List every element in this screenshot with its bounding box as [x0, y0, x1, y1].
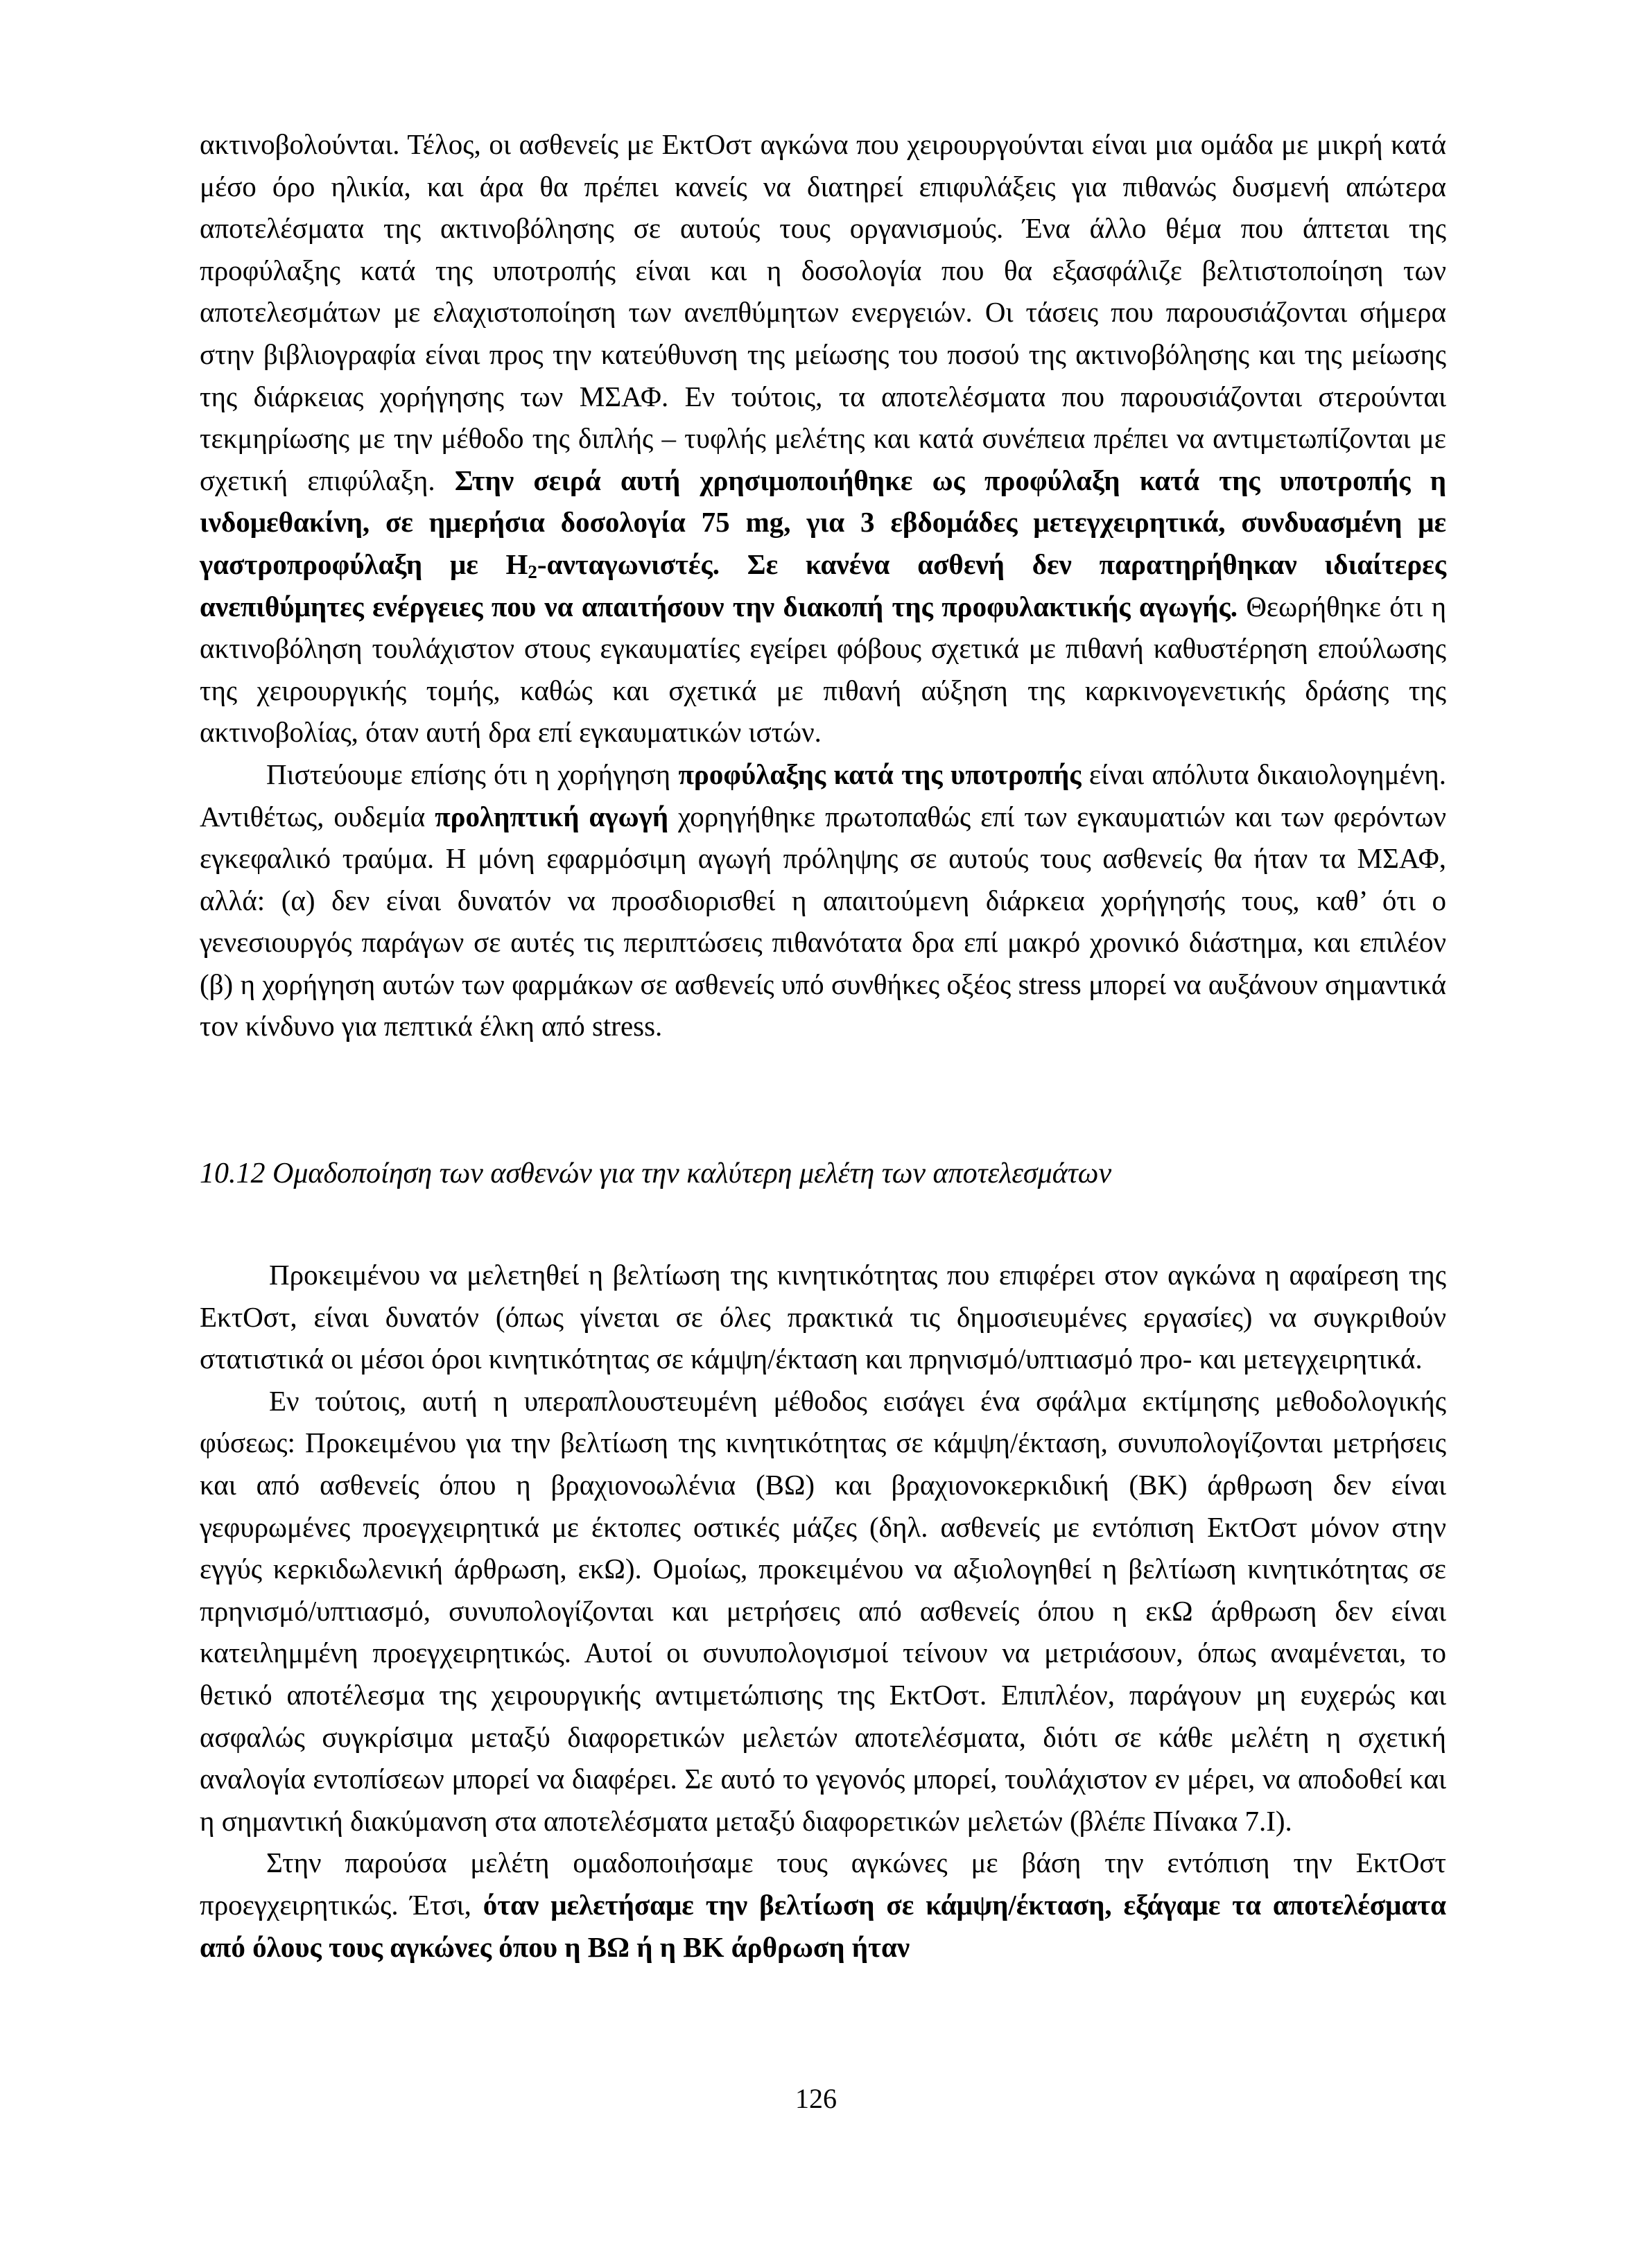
text-run: Στην παρούσα μελέτη ομαδοποιήσαμε τους αγκώνες με βάση την εντόπιση την ΕκτΟστ προεγχειρητικώς. Έτσι,	[200, 1847, 1446, 1921]
document-page	[200, 123, 1446, 1968]
text-run: ακτινοβολούνται. Τέλος, οι ασθενείς με ΕκτΟστ αγκώνα που χειρουργούνται είναι μια ομάδα με μικρή κατά μέσο όρο ηλικία, και άρα θα πρέπει κανείς να διατηρεί επιφυλάξεις για πιθανώς δυσμενή απώτερα αποτελέσματα της ακτινοβόλησης σε αυτούς τους οργανισμούς. Ένα άλλο θέμα που άπτεται της προφύλαξης κατά της υποτροπής είναι και η δοσολογία που θα εξασφάλιζε βελτιστοποίηση των αποτελεσμάτων με ελαχιστοποίηση των ανεπθύμητων ενεργειών. Οι τάσεις που παρουσιάζονται σήμερα στην βιβλιογραφία είναι προς την κατεύθυνση της μείωσης του ποσού της ακτινοβόλησης και της μείωσης της διάρκειας χορήγησης των ΜΣΑΦ. Εν τούτοις, τα αποτελέσματα που παρουσιάζονται στερούνται τεκμηρίωσης με την μέθοδο της διπλής – τυφλής μελέτης και κατά συνέπεια πρέπει να αντιμετωπίζονται με σχετική επιφύλαξη.	[200, 128, 1446, 496]
bold-text-run: -ανταγωνιστές. Σε κανένα ασθενή δεν παρατηρήθηκαν ιδιαίτερες ανεπιθύμητες ενέργειες που να απαιτήσουν την διακοπή της προφυλακτικής αγωγής.	[200, 548, 1446, 622]
text-run: Εν τούτοις, αυτή η υπεραπλουστευμένη μέθοδος εισάγει ένα σφάλμα εκτίμησης μεθοδολογικής φύσεως: Προκειμένου για την βελτίωση της κινητικότητας σε κάμψη/έκταση, συνυπολογίζονται μετρήσεις και από ασθενείς όπου η βραχιονοωλένια (ΒΩ) και βραχιονοκερκιδική (ΒΚ) άρθρωση δεν είναι γεφυρωμένες προεγχειρητικά με έκτοπες οστικές μάζες (δηλ. ασθενείς με εντόπιση ΕκτΟστ μόνον στην εγγύς κερκιδωλενική άρθρωση, εκΩ). Ομοίως, προκειμένου να αξιολογηθεί η βελτίωση κινητικότητας σε πρηνισμό/υπτιασμό, συνυπολογίζονται και μετρήσεις από ασθενείς όπου η εκΩ άρθρωση δεν είναι κατειλημμένη προεγχειρητικώς. Αυτοί οι συνυπολογισμοί τείνουν να μετριάσουν, όπως αναμένεται, το θετικό αποτέλεσμα της χειρουργικής αντιμετώπισης της ΕκτΟστ. Επιπλέον, παράγουν μη ευχερώς και ασφαλώς συγκρίσιμα μεταξύ διαφορετικών μελετών αποτελέσματα, διότι σε κάθε μελέτη η σχετική αναλογία εντοπίσεων μπορεί να διαφέρει. Σε αυτό το γεγονός μπορεί, τουλάχιστον εν μέρει, να αποδοθεί και η σημαντική διακύμανση στα αποτελέσματα μεταξύ διαφορετικών μελετών (βλέπε Πίνακα 7.Ι).	[200, 1384, 1446, 1837]
text-run: Θεωρήθηκε ότι η ακτινοβόληση τουλάχιστον στους εγκαυματίες εγείρει φόβους σχετικά με πιθανή καθυστέρηση επούλωσης της χειρουργικής τομής, καθώς και σχετικά με πιθανή αύξηση της καρκινογενετικής δράσης της ακτινοβολίας, όταν αυτή δρα επί εγκαυματικών ιστών.	[200, 590, 1447, 749]
text-run: είναι απόλυτα δικαιολογημένη. Αντιθέτως, ουδεμία	[200, 758, 1446, 832]
spacer	[200, 1047, 1446, 1153]
bold-text-run: προφύλαξης κατά της υποτροπής	[678, 758, 1082, 790]
paragraph-methodological-error	[200, 1380, 1446, 1842]
page-number: 126	[795, 2083, 837, 2114]
bold-text-run: 2	[528, 561, 537, 582]
bold-text-run: προληπτική αγωγή	[435, 800, 669, 832]
text-run: Πιστεύουμε επίσης ότι η χορήγηση	[266, 758, 679, 790]
paragraph-current-study-grouping	[200, 1842, 1446, 1968]
paragraph-radiation-prophylaxis	[200, 123, 1446, 753]
paragraph-grouping-method	[200, 1254, 1446, 1380]
bold-text-run: όταν μελετήσαμε την βελτίωση σε κάμψη/έκταση, εξάγαμε τα αποτελέσματα από όλους τους αγκώνες όπου η ΒΩ ή η ΒΚ άρθρωση ήταν	[200, 1888, 1446, 1963]
section-heading: 10.12 Ομαδοποίηση των ασθενών για την καλύτερη μελέτη των αποτελεσμάτων	[200, 1158, 1112, 1190]
bold-text-run: Στην σειρά αυτή χρησιμοποιήθηκε ως προφύλαξη κατά της υποτροπής η ινδομεθακίνη, σε ημερήσια δοσολογία 75 mg, για 3 εβδομάδες μετεγχειρητικά, συνδυασμένη με γαστροπροφύλαξη με H	[200, 464, 1446, 580]
text-run: Προκειμένου να μελετηθεί η βελτίωση της κινητικότητας που επιφέρει στον αγκώνα η αφαίρεση της ΕκτΟστ, είναι δυνατόν (όπως γίνεται σε όλες πρακτικά τις δημοσιευμένες εργασίες) να συγκριθούν στατιστικά οι μέσοι όροι κινητικότητας σε κάμψη/έκταση και πρηνισμό/υπτιασμό προ- και μετεγχειρητικά.	[200, 1259, 1446, 1375]
spacer	[200, 1194, 1446, 1254]
paragraph-prevention-justification	[200, 753, 1446, 1047]
text-run: χορηγήθηκε πρωτοπαθώς επί των εγκαυματιών και των φερόντων εγκεφαλικό τραύμα. Η μόνη εφαρμόσιμη αγωγή πρόληψης σε αυτούς τους ασθενείς θα ήταν τα ΜΣΑΦ, αλλά: (α) δεν είναι δυνατόν να προσδιορισθεί η απαιτούμενη διάρκεια χορήγησής τους, καθ’ ότι ο γενεσιουργός παράγων σε αυτές τις περιπτώσεις πιθανότατα δρα επί μακρό χρονικό διάστημα, και επιλέον (β) η χορήγηση αυτών των φαρμάκων σε ασθενείς υπό συνθήκες οξέος stress μπορεί να αυξάνουν σημαντικά τον κίνδυνο για πεπτικά έλκη από stress.	[200, 800, 1447, 1043]
